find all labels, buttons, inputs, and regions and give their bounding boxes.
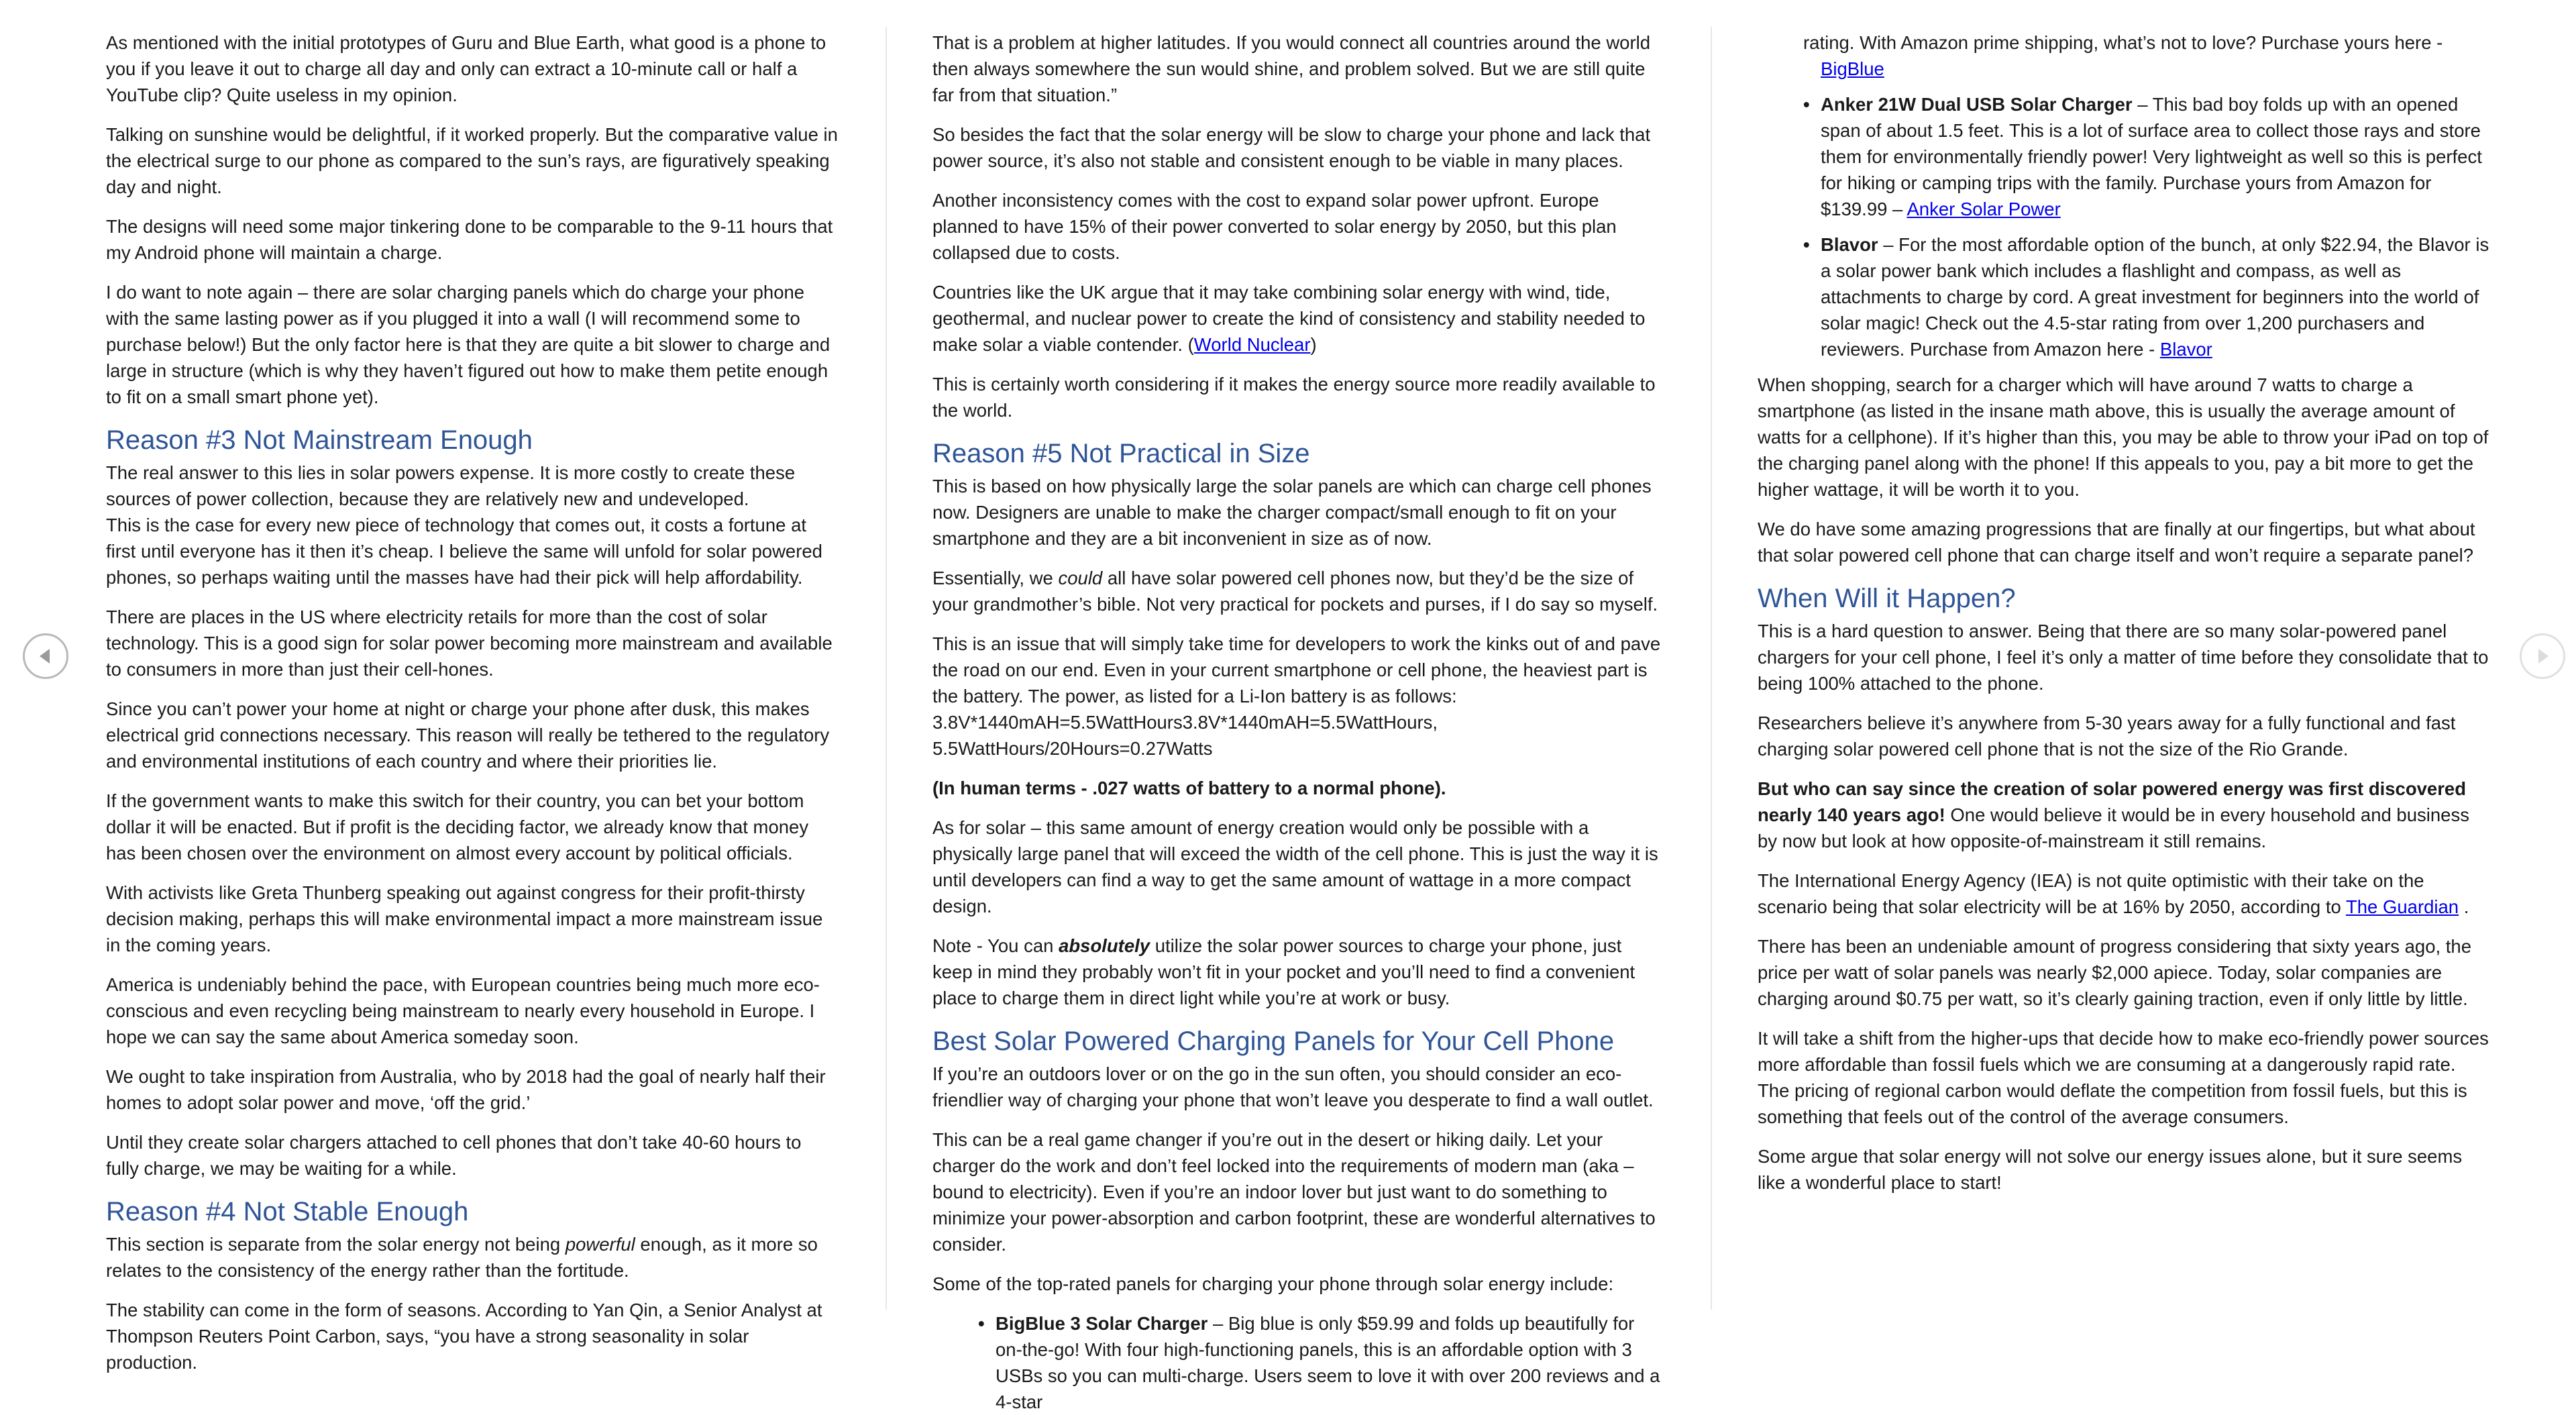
paragraph: This is an issue that will simply take time for developers to work the kinks out of and pave the road on our end. Even in your current smartphone or cell phone, the heaviest part is the battery. The power, as listed for a Li-Ion battery is as follows: 3.8V*1440mAH=5.5WattHours3.8V*1440mAH=5.5WattHours, 5.5WattHours/20Hours=0.27Watts — [932, 633, 1661, 759]
paragraph — [932, 933, 1664, 1011]
page-divider — [885, 27, 887, 1310]
text-run: This section is separate from the solar energy not being — [106, 1234, 566, 1255]
text-run: Note - You can — [932, 935, 1059, 956]
list-item-continued — [1803, 30, 2492, 82]
text-run: The International Energy Agency (IEA) is not quite optimistic with their take on the scenario being that solar electricity will be at 16% by 2050, according to — [1758, 870, 2424, 917]
text-run: Countries like the UK argue that it may take combining solar energy with wind, tide, geothermal, and nuclear power to create the kind of consistency and stability needed to make solar a viable contender. ( — [932, 282, 1646, 355]
paragraph: As mentioned with the initial prototypes of Guru and Blue Earth, what good is a phone to you if you leave it out to charge all day and only can extract a 10-minute call or half a YouTube clip? Quite useless in my opinion. — [106, 32, 826, 105]
list-item — [978, 1310, 1664, 1415]
product-list — [932, 1310, 1664, 1415]
paragraph: This is certainly worth considering if it makes the energy source more readily available to the world. — [932, 374, 1656, 421]
text-run: utilize the solar power sources to charge your phone, just keep in mind they probably won’t fit in your pocket and you’ll need to find a convenient place to charge them in direct light while you’re at work or busy. — [932, 935, 1635, 1008]
next-page-button[interactable] — [2520, 633, 2565, 679]
text-run: – Big blue is only $59.99 and folds up beautifully for on-the-go! With four high-functioning panels, this is an affordable option with 3 USBs so you can multi-charge. Users seem to love it with over 200 reviews and a 4-star — [996, 1313, 1660, 1412]
page-divider — [1711, 27, 1712, 1310]
page-column-3 — [1758, 0, 2492, 1310]
paragraph: This is based on how physically large the solar panels are which can charge cell phones now. Designers are unable to make the charger compact/small enough to fit on your smartphone and they are a bit inconvenient in size as of now. — [932, 476, 1652, 549]
paragraph: That is a problem at higher latitudes. If you would connect all countries around the world then always somewhere the sun would shine, and problem solved. But we are still quite far from that situation.” — [932, 32, 1651, 105]
page-column-1 — [106, 0, 839, 1373]
paragraph: With activists like Greta Thunberg speaking out against congress for their profit-thirsty decision making, perhaps this will make environmental impact a more mainstream issue in the coming years. — [106, 882, 823, 955]
text-run: One would believe it would be in every household and business by now but look at how opposite-of-mainstream it still remains. — [1758, 804, 2469, 851]
paragraph: The real answer to this lies in solar powers expense. It is more costly to create these sources of power collection, because they are relatively new and undeveloped. — [106, 462, 796, 509]
chevron-left-icon — [25, 635, 66, 677]
paragraph — [1758, 776, 2492, 854]
text-run: – This bad boy folds up with an opened span of about 1.5 feet. This is a lot of surface area to collect those rays and store them for environmentally friendly power! Very lightweight as well so this is perfect for hiking or camping trips with the family. Purchase yours from Amazon for $139.99 – — [1821, 94, 2482, 219]
product-name: Blavor — [1821, 234, 1878, 255]
paragraph: The stability can come in the form of seasons. According to Yan Qin, a Senior Analyst at Thompson Reuters Point Carbon, says, “you have a strong seasonality in solar production. — [106, 1300, 822, 1373]
paragraph — [932, 775, 1664, 801]
paragraph: We ought to take inspiration from Australia, who by 2018 had the goal of nearly half their homes to adopt solar power and move, ‘off the grid.’ — [106, 1066, 826, 1113]
paragraph: Some of the top-rated panels for charging your phone through solar energy include: — [932, 1273, 1614, 1294]
paragraph: The designs will need some major tinkering done to be comparable to the 9-11 hours that my Android phone will maintain a charge. — [106, 216, 833, 263]
emphasis-text: powerful — [565, 1234, 635, 1255]
paragraph: There has been an undeniable amount of progress considering that sixty years ago, the price per watt of solar panels was nearly $2,000 apiece. Today, solar companies are charging around $0.75 per watt, so it’s clearly gaining traction, even if only little by little. — [1758, 936, 2472, 1009]
section-heading-reason-4: Reason #4 Not Stable Enough — [106, 1197, 469, 1226]
paragraph: We do have some amazing progressions that are finally at our fingertips, but what about that solar powered cell phone that can charge itself and won’t require a separate panel? — [1758, 519, 2475, 566]
section-heading-when: When Will it Happen? — [1758, 584, 2016, 613]
paragraph: If you’re an outdoors lover or on the go in the sun often, you should consider an eco-friendlier way of charging your phone that won’t leave you desperate to find a wall outlet. — [932, 1063, 1654, 1110]
product-list — [1758, 30, 2492, 362]
paragraph: As for solar – this same amount of energy creation would only be possible with a physically large panel that will exceed the width of the cell phone. This is just the way it is until developers can find a way to get the same amount of wattage in a more compact design. — [932, 817, 1658, 916]
paragraph: Some argue that solar energy will not solve our energy issues alone, but it sure seems like a wonderful place to start! — [1758, 1146, 2463, 1193]
bullet-icon: • — [978, 1313, 985, 1334]
world-nuclear-link[interactable]: World Nuclear — [1193, 334, 1311, 355]
page-column-2 — [932, 0, 1664, 1412]
text-run: . — [2459, 896, 2469, 917]
paragraph: If the government wants to make this switch for their country, you can bet your bottom dollar it will be enacted. But if profit is the deciding factor, we already know that money has been chosen over the environment on almost every account by political officials. — [106, 790, 809, 863]
paragraph: This is a hard question to answer. Being that there are so many solar-powered panel chargers for your cell phone, I feel it’s only a matter of time before they consolidate that to being 100% attached to the phone. — [1758, 621, 2489, 694]
paragraph: I do want to note again – there are solar charging panels which do charge your phone with the same lasting power as if you plugged it into a wall (I will recommend some to purchase below!) But the only factor here is that they are quite a bit slower to charge and large in structure (which is why they haven’t figured out how to make them petite enough to fit on a small smart phone yet). — [106, 282, 830, 407]
paragraph — [932, 565, 1664, 617]
paragraph — [106, 1231, 839, 1283]
list-item — [1803, 231, 2492, 362]
section-heading-reason-3: Reason #3 Not Mainstream Enough — [106, 425, 533, 455]
product-name: Anker 21W Dual USB Solar Charger — [1821, 94, 2133, 115]
paragraph: Until they create solar chargers attached to cell phones that don’t take 40-60 hours to fully charge, we may be waiting for a while. — [106, 1132, 802, 1179]
bullet-icon: • — [1803, 94, 1810, 115]
paragraph: America is undeniably behind the pace, with European countries being much more eco-conscious and even recycling being mainstream to nearly every household in Europe. I hope we can say the same about America someday soon. — [106, 974, 820, 1047]
section-heading-best-panels: Best Solar Powered Charging Panels for Your Cell Phone — [932, 1027, 1615, 1056]
text-run: all have solar powered cell phones now, but they’d be the size of your grandmother’s bible. Not very practical for pockets and purses, if I do say so myself. — [932, 568, 1658, 615]
emphasis-text: absolutely — [1059, 935, 1150, 956]
bullet-icon: • — [1803, 234, 1810, 255]
paragraph: Another inconsistency comes with the cost to expand solar power upfront. Europe planned to have 15% of their power converted to solar energy by 2050, but this plan collapsed due to costs. — [932, 190, 1617, 263]
text-run: Essentially, we — [932, 568, 1059, 588]
paragraph: This can be a real game changer if you’re out in the desert or hiking daily. Let your charger do the work and don’t feel locked into the requirements of modern man (aka – bound to electricity). Even if you’re an indoor lover but just want to do something to minimize your power-absorption and carbon footprint, these are wonderful alternatives to consider. — [932, 1129, 1656, 1255]
anker-solar-power-link[interactable]: Anker Solar Power — [1907, 199, 2061, 219]
list-item — [1803, 91, 2492, 222]
bold-text: (In human terms - .027 watts of battery to a normal phone). — [932, 778, 1446, 798]
emphasis-text: could — [1058, 568, 1103, 588]
paragraph: So besides the fact that the solar energy will be slow to charge your phone and lack that power source, it’s also not stable and consistent enough to be viable in many places. — [932, 124, 1651, 171]
paragraph — [1758, 868, 2492, 920]
paragraph: Researchers believe it’s anywhere from 5-30 years away for a fully functional and fast charging solar powered cell phone that is not the size of the Rio Grande. — [1758, 713, 2456, 759]
blavor-link[interactable]: Blavor — [2159, 339, 2212, 360]
paragraph: It will take a shift from the higher-ups that decide how to make eco-friendly power sources more affordable than fossil fuels which we are consuming at a dangerously rapid rate. The pricing of regional carbon would deflate the competition from fossil fuels, but this is something that feels out of the control of the average consumers. — [1758, 1028, 2489, 1127]
text-run: rating. With Amazon prime shipping, what’s not to love? Purchase yours here - — [1803, 32, 2443, 53]
paragraph — [932, 279, 1664, 358]
text-run: enough, as it more so relates to the consistency of the energy rather than the fortitude. — [106, 1234, 818, 1281]
previous-page-button[interactable] — [23, 633, 68, 679]
the-guardian-link[interactable]: The Guardian — [2345, 896, 2459, 917]
bigblue-link[interactable]: BigBlue — [1821, 58, 1884, 79]
paragraph: This is the case for every new piece of technology that comes out, it costs a fortune at first until everyone has it then it’s cheap. I believe the same will unfold for solar powered phones, so perhaps waiting until the masses have had their pick will help affordability. — [106, 515, 822, 588]
paragraph: When shopping, search for a charger which will have around 7 watts to charge a smartphone (as listed in the insane math above, this is usually the average amount of watts for a cellphone). If it’s higher than this, you may be able to throw your iPad on top of the charging panel along with the phone! If this appeals to you, pay a bit more to get the higher wattage, it will be worth it to you. — [1758, 374, 2489, 500]
bold-text: But who can say since the creation of solar powered energy was first discovered nearly 140 years ago! — [1758, 778, 2467, 825]
product-name: BigBlue 3 Solar Charger — [996, 1313, 1208, 1334]
chevron-right-icon — [2522, 635, 2563, 677]
paragraph: Talking on sunshine would be delightful, if it worked properly. But the comparative value in the electrical surge to our phone as compared to the sun’s rays, are figuratively speaking day and night. — [106, 124, 838, 197]
paragraph: Since you can’t power your home at night or charge your phone after dusk, this makes electrical grid connections necessary. This reason will really be tethered to the regulatory and environmental institutions of each country and where their priorities lie. — [106, 698, 830, 772]
text-run: ) — [1310, 334, 1317, 355]
text-run: – For the most affordable option of the bunch, at only $22.94, the Blavor is a solar power bank which includes a flashlight and compass, as well as attachments to charge by cord. A great investment for beginners into the world of solar magic! Check out the 4.5-star rating from over 1,200 purchasers and reviewers. Purchase from Amazon here - — [1821, 234, 2489, 360]
section-heading-reason-5: Reason #5 Not Practical in Size — [932, 439, 1310, 468]
paragraph: There are places in the US where electricity retails for more than the cost of solar technology. This is a good sign for solar power becoming more mainstream and available to consumers in more than just their cell-hones. — [106, 607, 833, 680]
